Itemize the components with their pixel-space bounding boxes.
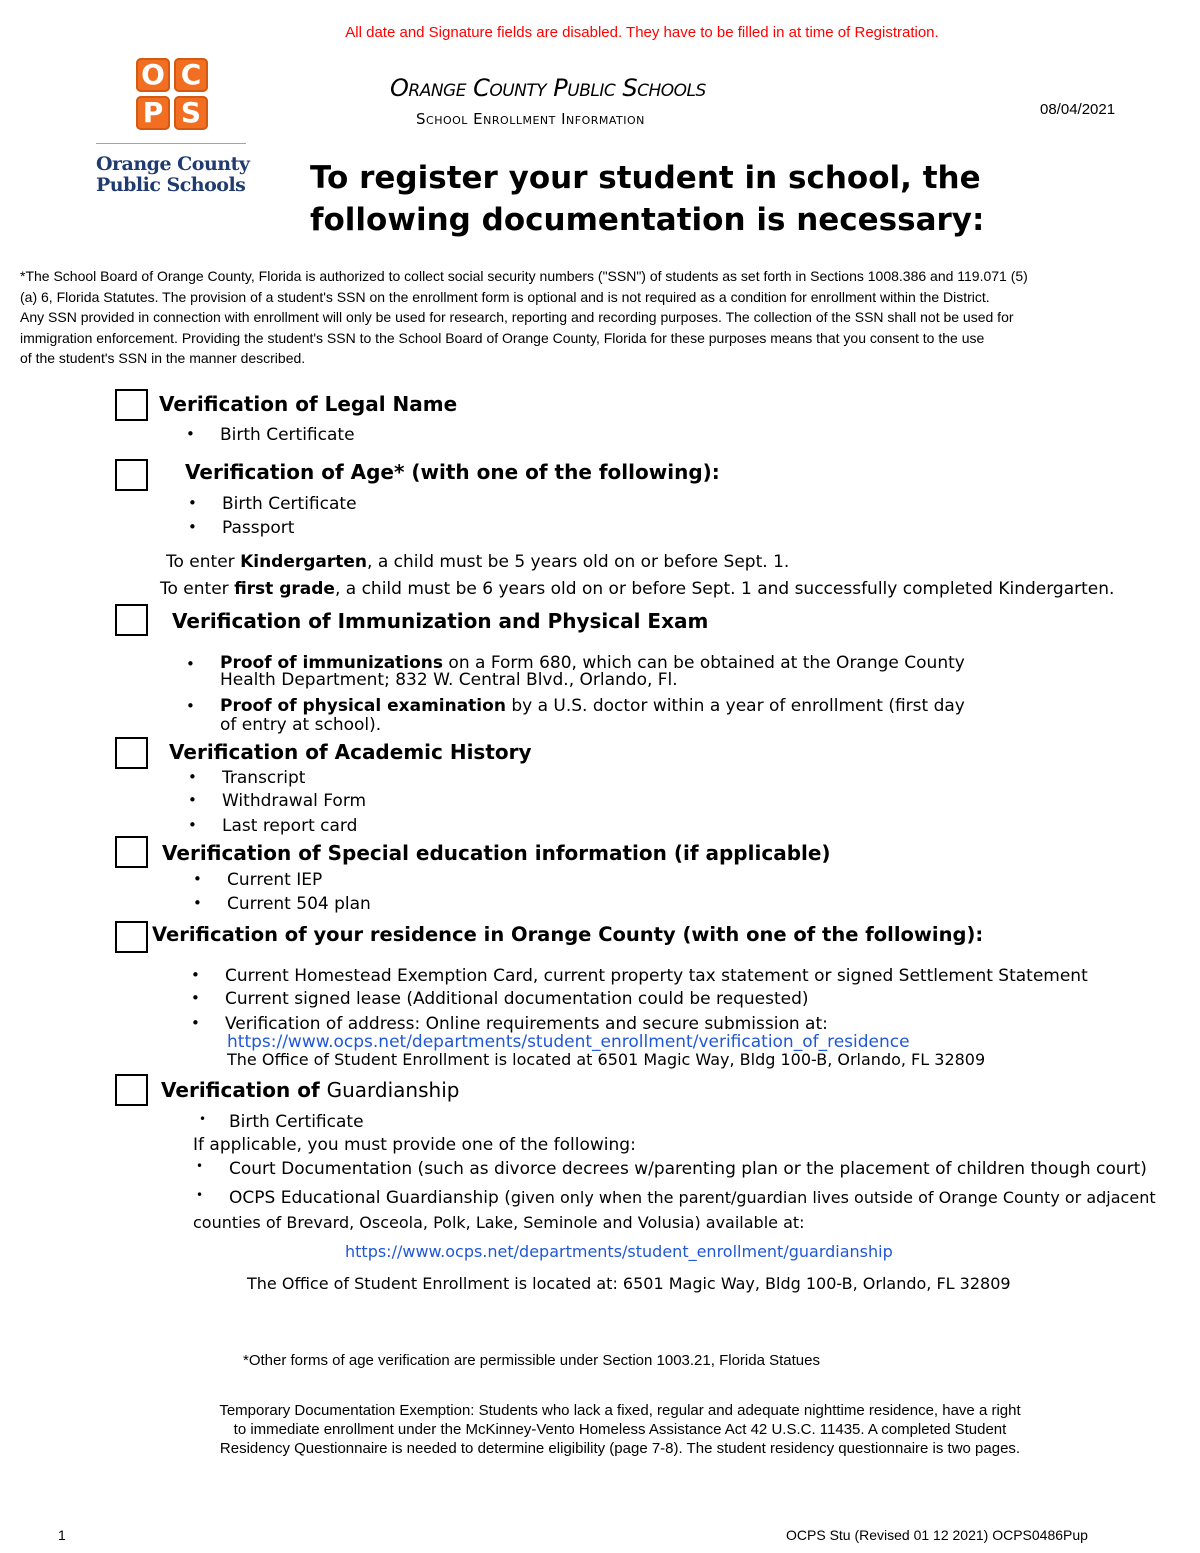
- immunization-proof: [220, 655, 965, 689]
- list-item: Birth Certificate: [222, 494, 357, 514]
- ocps-logo: [136, 58, 210, 130]
- residence-title: Verification of your residence in Orange County (with one of the following):: [152, 923, 984, 946]
- bullet-icon: •: [199, 1112, 207, 1126]
- k-pre: To enter: [166, 552, 241, 572]
- bullet-icon: •: [191, 1014, 200, 1032]
- phys-line2: of entry at school).: [220, 715, 382, 735]
- exemption-line: to immediate enrollment under the McKinney-Vento Homeless Assistance Act 42 U.S.C. 11435. A completed Student: [233, 1421, 1007, 1438]
- guardianship-checkbox[interactable]: [115, 1074, 148, 1106]
- academic-title: Verification of Academic History: [169, 740, 532, 764]
- bullet-icon: •: [186, 697, 195, 715]
- list-item: Last report card: [222, 816, 358, 836]
- registration-notice: All date and Signature fields are disabled. They have to be filled in at time of Registration.: [345, 24, 939, 41]
- imm-rest: on a Form 680, which can be obtained at the Orange County: [443, 653, 965, 673]
- g-pre: To enter: [160, 579, 235, 599]
- k-bold: Kindergarten: [240, 552, 368, 572]
- residence-link[interactable]: https://www.ocps.net/departments/student_enrollment/verification_of_residence: [227, 1032, 910, 1052]
- bullet-icon: •: [188, 791, 197, 809]
- g-post: , a child must be 6 years old on or before Sept. 1 and successfully completed Kindergarten.: [334, 579, 1115, 599]
- bullet-icon: •: [196, 1159, 204, 1173]
- bullet-icon: •: [196, 1188, 204, 1202]
- ssn-line: (a) 6, Florida Statutes. The provision of a student's SSN on the enrollment form is optional and is not required as a condition for enrollment within the District.: [20, 288, 990, 305]
- list-item: Passport: [222, 518, 295, 538]
- guardianship-office: The Office of Student Enrollment is located at: 6501 Magic Way, Bldg 100-B, Orlando, FL 32809: [247, 1274, 1011, 1293]
- page-title-line2: following documentation is necessary:: [310, 202, 985, 238]
- imm-line2: Health Department; 832 W. Central Blvd., Orlando, Fl.: [220, 670, 678, 690]
- physical-proof: [220, 697, 965, 735]
- bullet-icon: •: [188, 518, 197, 536]
- edu-line2: counties of Brevard, Osceola, Polk, Lake, Seminole and Volusia) available at:: [193, 1213, 805, 1232]
- logo-line2: Public Schools: [96, 174, 246, 196]
- list-item: Current signed lease (Additional documentation could be requested): [225, 989, 809, 1009]
- guardianship-title-rest: Guardianship: [326, 1078, 460, 1102]
- bullet-icon: •: [193, 870, 202, 888]
- logo-divider: [96, 143, 246, 144]
- age-title: Verification of Age* (with one of the following):: [185, 460, 720, 484]
- logo-tile-s: S: [174, 96, 208, 130]
- guardianship-title-bold: Verification of: [161, 1078, 327, 1102]
- form-id: OCPS Stu (Revised 01 12 2021) OCPS0486Pup: [786, 1527, 1088, 1543]
- if-applicable-text: If applicable, you must provide one of the following:: [193, 1135, 636, 1155]
- ssn-line: *The School Board of Orange County, Florida is authorized to collect social security numbers ("SSN") of students as set forth in Sections 1008.386 and 119.071 (5): [20, 268, 1028, 284]
- org-subtitle: School Enrollment Information: [416, 110, 645, 128]
- bullet-icon: •: [193, 894, 202, 912]
- special-ed-checkbox[interactable]: [115, 836, 148, 868]
- bullet-icon: •: [188, 768, 197, 786]
- bullet-icon: •: [186, 655, 195, 673]
- list-item: Birth Certificate: [229, 1112, 364, 1132]
- list-item: Withdrawal Form: [222, 791, 367, 811]
- guardianship-link[interactable]: https://www.ocps.net/departments/student_enrollment/guardianship: [345, 1242, 893, 1261]
- org-title: Orange County Public Schools: [390, 74, 706, 102]
- exemption-line: Residency Questionnaire is needed to determine eligibility (page 7-8). The student residency questionnaire is two pages.: [219, 1440, 1021, 1457]
- edu-mid: given only when the parent/guardian lives outside of Orange County or adjacent: [510, 1188, 1156, 1207]
- first-grade-requirement: [160, 579, 1114, 599]
- document-date: 08/04/2021: [1040, 101, 1116, 118]
- page-number: 1: [58, 1527, 66, 1543]
- age-checkbox[interactable]: [115, 459, 148, 491]
- list-item: Birth Certificate: [220, 425, 355, 445]
- logo-tile-o: O: [136, 58, 170, 92]
- exemption-notice: [100, 1401, 1140, 1458]
- exemption-line: Temporary Documentation Exemption: Students who lack a fixed, regular and adequate nighttime residence, have a right: [219, 1402, 1021, 1419]
- bullet-icon: •: [188, 816, 197, 834]
- guardianship-title: [161, 1078, 459, 1102]
- list-item: Current 504 plan: [227, 894, 371, 914]
- ssn-line: immigration enforcement. Providing the student's SSN to the School Board of Orange County, Florida for these purposes means that you consent to the use: [20, 329, 985, 346]
- list-item: Current IEP: [227, 870, 323, 890]
- residence-office: The Office of Student Enrollment is located at 6501 Magic Way, Bldg 100-B, Orlando, FL 32809: [227, 1050, 986, 1069]
- residence-checkbox[interactable]: [115, 921, 148, 953]
- logo-tile-p: P: [136, 96, 170, 130]
- age-footnote: *Other forms of age verification are permissible under Section 1003.21, Florida Statues: [243, 1352, 820, 1369]
- bullet-icon: •: [191, 966, 200, 984]
- immunization-checkbox[interactable]: [115, 604, 148, 636]
- academic-checkbox[interactable]: [115, 737, 148, 769]
- phys-bold: Proof of physical examination: [220, 696, 506, 716]
- bullet-icon: •: [191, 989, 200, 1007]
- bullet-icon: •: [188, 494, 197, 512]
- educational-guardianship: [229, 1188, 1156, 1208]
- logo-wordmark: [96, 154, 256, 196]
- immunization-title: Verification of Immunization and Physical Exam: [172, 609, 709, 633]
- list-item: Verification of address: Online requirements and secure submission at:: [225, 1014, 828, 1034]
- list-item: Transcript: [222, 768, 306, 788]
- list-item: Court Documentation (such as divorce decrees w/parenting plan or the placement of children though court): [229, 1159, 1147, 1179]
- k-post: , a child must be 5 years old on or before Sept. 1.: [367, 552, 790, 572]
- page-title: [310, 157, 1070, 241]
- g-bold: first grade: [234, 579, 335, 599]
- logo-tile-c: C: [174, 58, 208, 92]
- legal-name-checkbox[interactable]: [115, 389, 148, 421]
- edu-pre: OCPS Educational Guardianship (: [229, 1188, 511, 1208]
- phys-rest: by a U.S. doctor within a year of enrollment (first day: [505, 696, 965, 716]
- ssn-disclosure: [20, 266, 1185, 369]
- kindergarten-requirement: [166, 552, 789, 572]
- ssn-line: Any SSN provided in connection with enrollment will only be used for research, reporting and recording purposes. The collection of the SSN shall not be used for: [20, 309, 1014, 325]
- special-ed-title: Verification of Special education information (if applicable): [162, 841, 831, 865]
- logo-line1: Orange County: [96, 153, 250, 175]
- ssn-line: of the student's SSN in the manner described.: [20, 350, 306, 366]
- page-title-line1: To register your student in school, the: [310, 160, 981, 196]
- legal-name-title: Verification of Legal Name: [159, 392, 458, 416]
- bullet-icon: •: [186, 425, 195, 443]
- imm-bold: Proof of immunizations: [220, 653, 444, 673]
- list-item: Current Homestead Exemption Card, current property tax statement or signed Settlement Statement: [225, 966, 1088, 986]
